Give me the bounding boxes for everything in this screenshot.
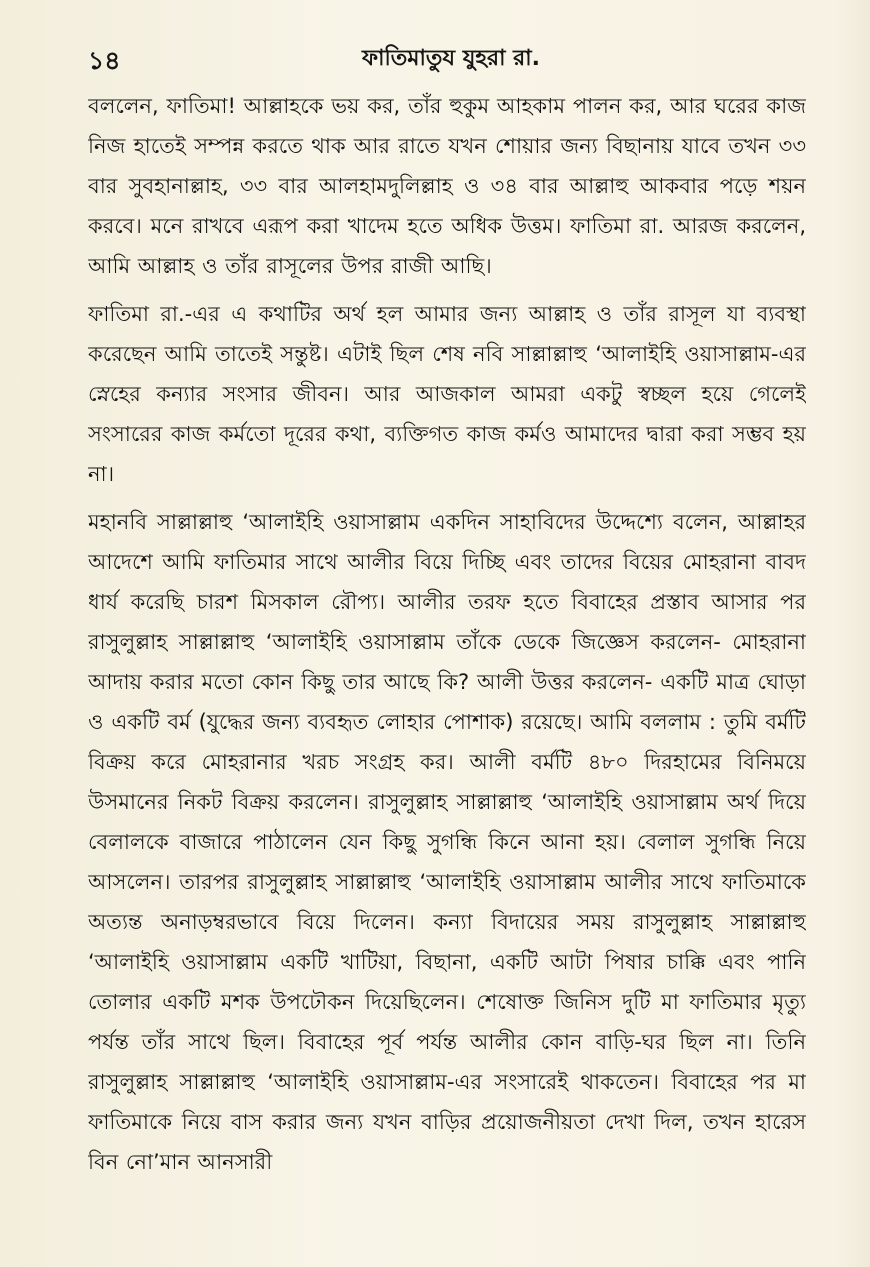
paragraph-2: ফাতিমা রা.-এর এ কথাটির অর্থ হল আমার জন্য আল্লাহ ও তাঁর রাসূল যা ব্যবস্থা করেছেন আমি তাতেই সন্তুষ্ট। এটাই ছিল শেষ নবি সাল্লাল্লাহু ‘আলাইহি ওয়াসাল্লাম-এর স্নেহের কন্যার সংসার জীবন। আর আজকাল আমরা একটু স্বচ্ছল হয়ে গেলেই সংসারের কাজ কর্মতো দূরের কথা, ব্যক্তিগত কাজ কর্মও আমাদের দ্বারা করা সম্ভব হয় না। <box>88 302 806 486</box>
page-number: ১৪ <box>88 46 121 75</box>
running-title: ফাতিমাতুয যুহরা রা. <box>362 46 540 71</box>
paragraph-1: বললেন, ফাতিমা! আল্লাহকে ভয় কর, তাঁর হুকুম আহকাম পালন কর, আর ঘরের কাজ নিজ হাতেই সম্পন্ন করতে থাক আর রাতে যখন শোয়ার জন্য বিছানায় যাবে তখন ৩৩ বার সুবহানাল্লাহ, ৩৩ বার আলহামদুলিল্লাহ ও ৩৪ বার আল্লাহু আকবার পড়ে শয়ন করবে। মনে রাখবে এরূপ করা খাদেম হতে অধিক উত্তম। ফাতিমা রা. আরজ করলেন, আমি আল্লাহ ও তাঁর রাসূলের উপর রাজী আছি। <box>88 94 806 278</box>
scan-edge-shadow <box>836 0 870 1267</box>
body-text <box>88 86 806 1266</box>
paragraph-3: মহানবি সাল্লাল্লাহু ‘আলাইহি ওয়াসাল্লাম একদিন সাহাবিদের উদ্দেশ্যে বলেন, আল্লাহর আদেশে আমি ফাতিমার সাথে আলীর বিয়ে দিচ্ছি এবং তাদের বিয়ের মোহরানা বাবদ ধার্য করেছি চারশ মিসকাল রৌপ্য। আলীর তরফ হতে বিবাহের প্রস্তাব আসার পর রাসুলুল্লাহ সাল্লাল্লাহু ‘আলাইহি ওয়াসাল্লাম তাঁকে ডেকে জিজ্ঞেস করলেন- মোহরানা আদায় করার মতো কোন কিছু তার আছে কি? আলী উত্তর করলেন- একটি মাত্র ঘোড়া ও একটি বর্ম (যুদ্ধের জন্য ব্যবহৃত লোহার পোশাক) রয়েছে। আমি বললাম : তুমি বর্মটি বিক্রয় করে মোহরানার খরচ সংগ্রহ কর। আলী বর্মটি ৪৮০ দিরহামের বিনিময়ে উসমানের নিকট বিক্রয় করলেন। রাসুলুল্লাহ সাল্লাল্লাহু ‘আলাইহি ওয়াসাল্লাম অর্থ দিয়ে বেলালকে বাজারে পাঠালেন যেন কিছু সুগন্ধি কিনে আনা হয়। বেলাল সুগন্ধি নিয়ে আসলেন। তারপর রাসুলুল্লাহ সাল্লাল্লাহু ‘আলাইহি ওয়াসাল্লাম আলীর সাথে ফাতিমাকে অত্যন্ত অনাড়ম্বরভাবে বিয়ে দিলেন। কন্যা বিদায়ের সময় রাসুলুল্লাহ সাল্লাল্লাহু ‘আলাইহি ওয়াসাল্লাম একটি খাটিয়া, বিছানা, একটি আটা পিষার চাক্কি এবং পানি তোলার একটি মশক উপঢৌকন দিয়েছিলেন। শেষোক্ত জিনিস দুটি মা ফাতিমার মৃত্যু পর্যন্ত তাঁর সাথে ছিল। বিবাহের পূর্ব পর্যন্ত আলীর কোন বাড়ি-ঘর ছিল না। তিনি রাসুলুল্লাহ সাল্লাল্লাহু ‘আলাইহি ওয়াসাল্লাম-এর সংসারেই থাকতেন। বিবাহের পর মা ফাতিমাকে নিয়ে বাস করার জন্য যখন বাড়ির প্রয়োজনীয়তা দেখা দিল, তখন হারেস বিন নো’মান আনসারী <box>88 510 806 1174</box>
page-header <box>88 44 814 84</box>
